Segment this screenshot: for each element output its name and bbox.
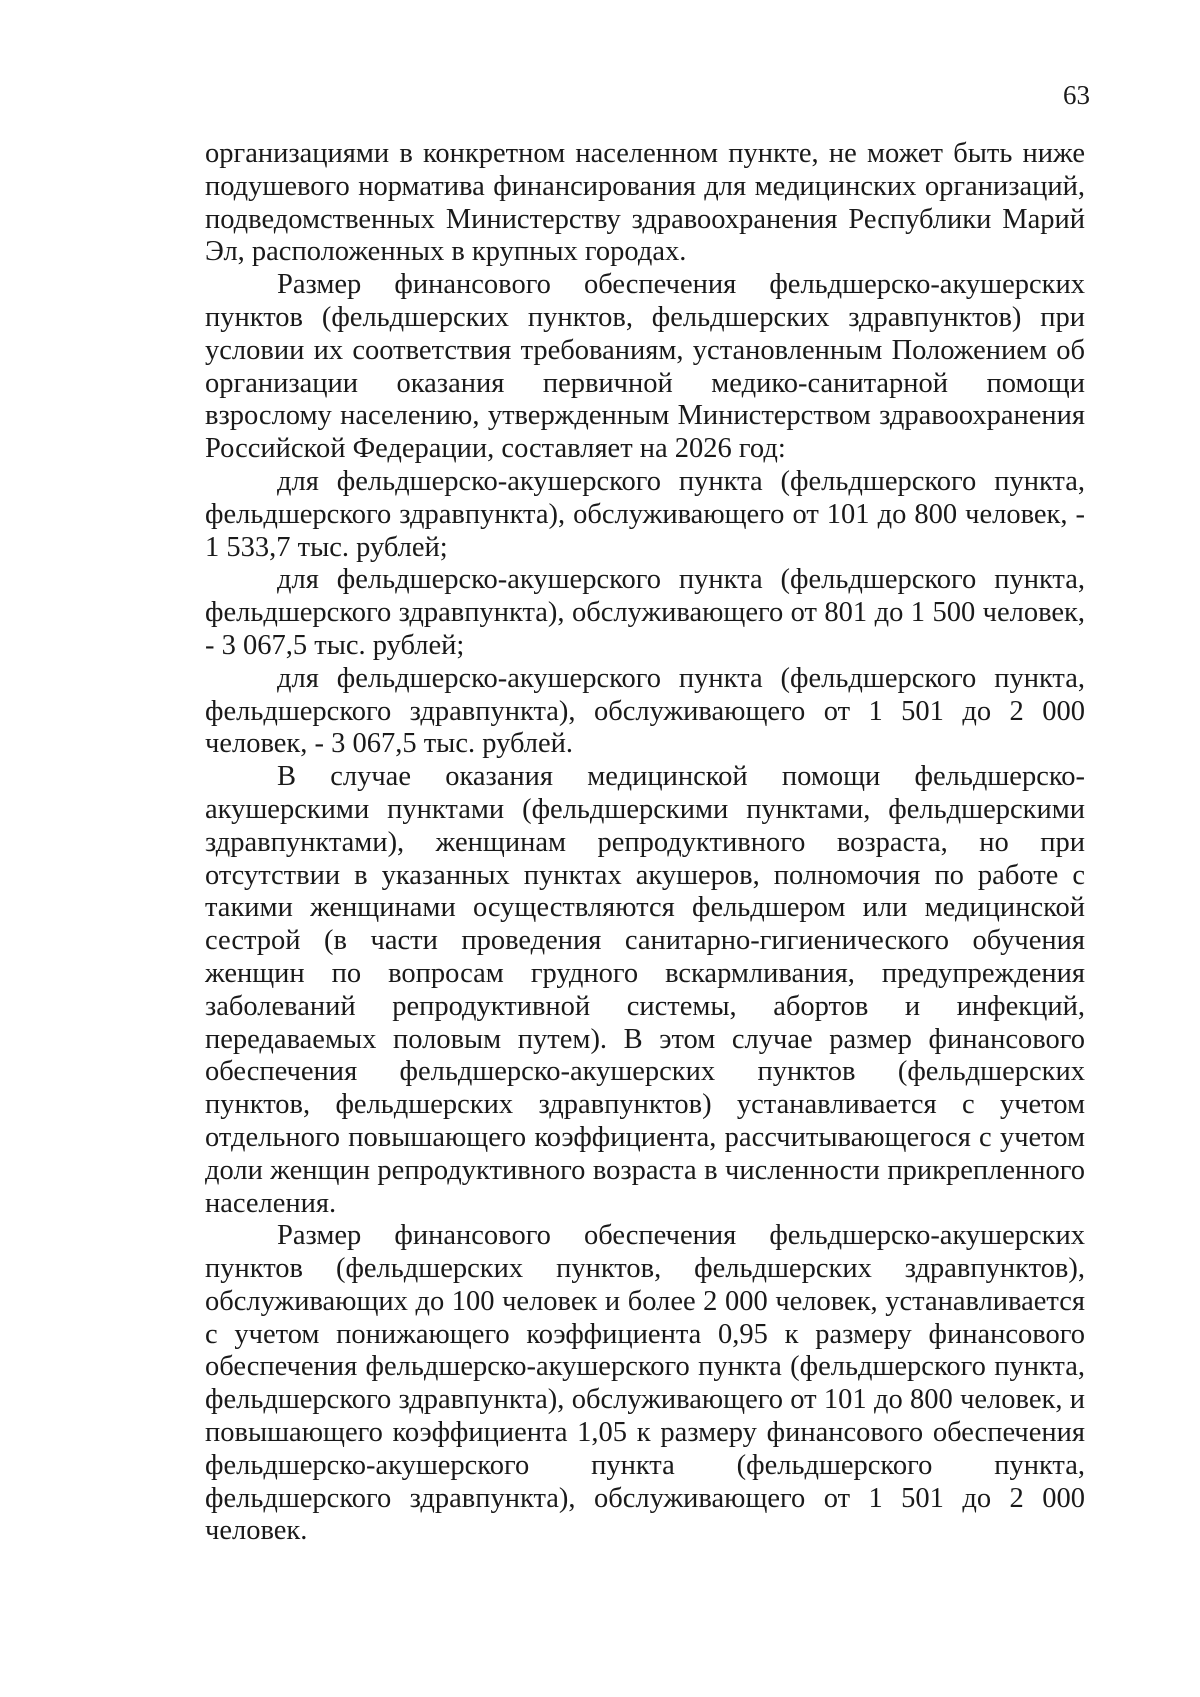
body-text [205,138,1085,1548]
paragraph-coefficients: Размер финансового обеспечения фельдшерско-акушерских пунктов (фельдшерских пунктов, фельдшерских здравпунктов), обслуживающих до 100 человек и более 2 000 человек, устанавливается с учетом понижающего коэффициента 0,95 к размеру финансового обеспечения фельдшерско-акушерского пункта (фельдшерского пункта, фельдшерского здравпункта), обслуживающего от 101 до 800 человек, и повышающего коэффициента 1,05 к размеру финансового обеспечения фельдшерско-акушерского пункта (фельдшерского пункта, фельдшерского здравпункта), обслуживающего от 1 501 до 2 000 человек. [205,1220,1085,1547]
paragraph-funding-size: Размер финансового обеспечения фельдшерско-акушерских пунктов (фельдшерских пунктов, фельдшерских здравпунктов) при условии их соответствия требованиям, установленным Положением об организации оказания первичной медико-санитарной помощи взрослому населению, утвержденным Министерством здравоохранения Российской Федерации, составляет на 2026 год: [205,269,1085,465]
paragraph-continuation: организациями в конкретном населенном пункте, не может быть ниже подушевого норматива финансирования для медицинских организаций, подведомственных Министерству здравоохранения Республики Марий Эл, расположенных в крупных городах. [205,138,1085,268]
list-item-101-800: для фельдшерско-акушерского пункта (фельдшерского пункта, фельдшерского здравпункта), обслуживающего от 101 до 800 человек, - 1 533,7 тыс. рублей; [205,465,1085,563]
list-item-801-1500: для фельдшерско-акушерского пункта (фельдшерского пункта, фельдшерского здравпункта), обслуживающего от 801 до 1 500 человек, - 3 067,5 тыс. рублей; [205,564,1085,661]
list-item-1501-2000: для фельдшерско-акушерского пункта (фельдшерского пункта, фельдшерского здравпункта), обслуживающего от 1 501 до 2 000 человек, - 3 067,5 тыс. рублей. [205,662,1085,760]
page-number: 63 [1063,80,1090,110]
paragraph-reproductive-age: В случае оказания медицинской помощи фельдшерско-акушерскими пунктами (фельдшерскими пунктами, фельдшерскими здравпунктами), женщинам репродуктивного возраста, но при отсутствии в указанных пунктах акушеров, полномочия по работе с такими женщинами осуществляются фельдшером или медицинской сестрой (в части проведения санитарно-гигиенического обучения женщин по вопросам грудного вскармливания, предупреждения заболеваний репродуктивной системы, абортов и инфекций, передаваемых половым путем). В этом случае размер финансового обеспечения фельдшерско-акушерских пунктов (фельдшерских пунктов, фельдшерских здравпунктов) устанавливается с учетом отдельного повышающего коэффициента, рассчитывающегося с учетом доли женщин репродуктивного возраста в численности прикрепленного населения. [205,761,1085,1219]
